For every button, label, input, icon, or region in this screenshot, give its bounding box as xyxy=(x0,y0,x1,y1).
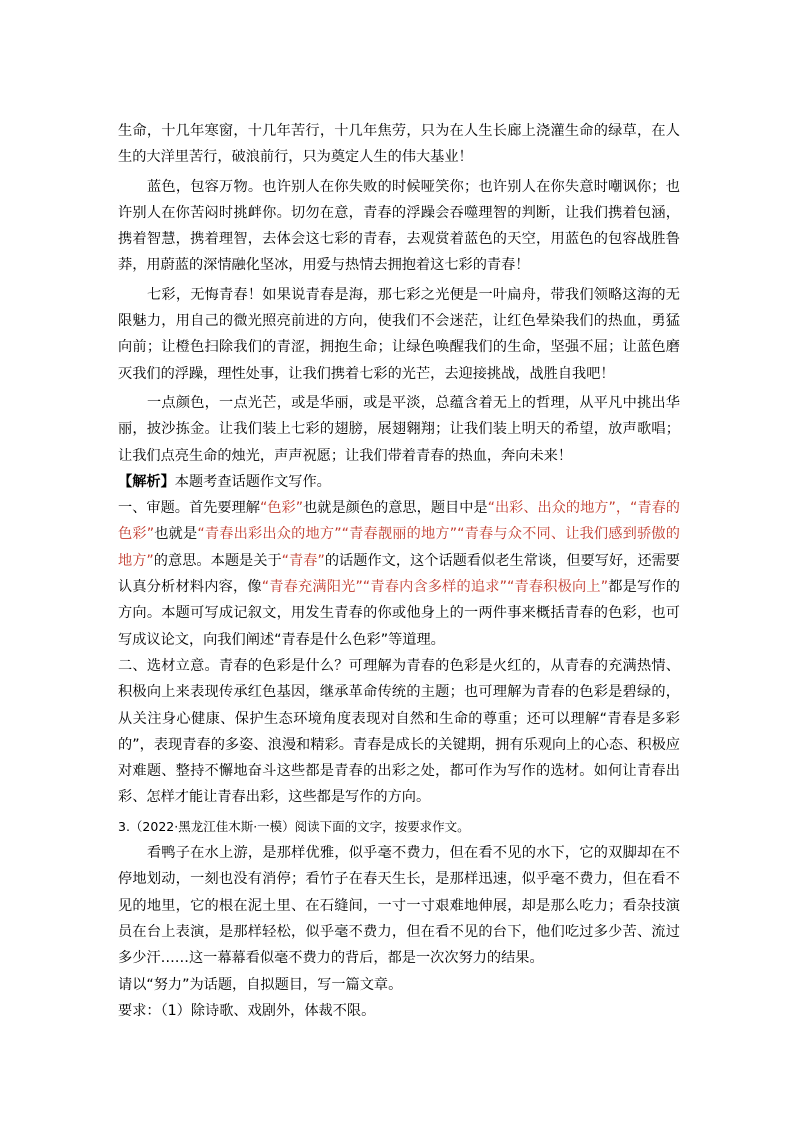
question-3-material: 看鸭子在水上游，是那样优雅，似乎毫不费力，但在看不见的水下，它的双脚却在不停地划动，一刻也没有消停；看竹子在春天生长，是那样迅速，似乎毫不费力，但在看不见的地里，它的根在泥土里、在石缝间，一寸一寸艰难地伸展，却是那么吃力；看杂技演员在台上表演，是那样轻松，似乎毫不费力，但在看不见的台下，他们吃过多少苦、流过多少汗……这一幕幕看似毫不费力的背后，都是一次次努力的结果。 xyxy=(118,845,680,967)
analysis-section-2: 二、选材立意。青春的色彩是什么？可理解为青春的色彩是火红的，从青春的充满热情、积极向上来表现传承红色基因，继承革命传统的主题；也可理解为青春的色彩是碧绿的，从关注身心健康、保护生态环境角度表现对自然和生命的尊重；还可以理解“青春是多彩的”，表现青春的多姿、浪漫和精彩。青春是成长的关键期，拥有乐观向上的心态、积极应对难题、整持不懈地奋斗这些都是青春的出彩之处，都可作为写作的选材。如何让青春出彩、怎样才能让青春出彩，这些都是写作的方向。 xyxy=(118,657,680,806)
essay-paragraph-4: 一点颜色，一点光芒，或是华丽，或是平淡，总蕴含着无上的哲理，从平凡中挑出华丽，披沙拣金。让我们装上七彩的翅膀，展翅翱翔；让我们装上明天的希望，放声歌唱；让我们点亮生命的烛光，声声祝愿；让我们带着青春的热血，奔向未来！ xyxy=(118,394,680,464)
analysis-label: 【解析】 xyxy=(118,473,175,490)
s1-text-a: 一、审题。首先要理解 xyxy=(118,500,260,517)
essay-paragraph-1: 生命，十几年寒窗，十几年苦行，十几年焦劳，只为在人生长廊上浇灌生命的绿草，在人生的大洋里苦行，破浪前行，只为奠定人生的伟大基业！ xyxy=(118,123,680,166)
s1-text-b: 也就是颜色的意思，题目中是 xyxy=(303,500,488,517)
question-3-prompt: 请以“努力”为话题，自拟题目，写一篇文章。 xyxy=(118,976,403,993)
analysis-intro: 本题考查话题作文写作。 xyxy=(174,473,331,490)
s1-quote-3: “青春出彩出众的地方”“青春靓丽的地方”“青春与众不同、让我们感到骄傲的地方” xyxy=(118,526,680,569)
s1-text-e: 的话题作文，这个话题看似老生常谈，但要写好，还需要认真分析材料内容，像 xyxy=(118,552,680,596)
essay-paragraph-2: 蓝色，包容万物。也许别人在你失败的时候哑笑你；也许别人在你失意时嘲讽你；也许别人在你苦闷时挑衅你。切勿在意，青春的浮躁会吞噬理智的判断，让我们携着包涵，携着智慧，携着理智，去体会这七彩的青春，去观赏着蓝色的天空，用蓝色的包容战胜鲁莽，用蔚蓝的深情融化坚冰，用爱与热情去拥抱着这七彩的青春！ xyxy=(118,178,680,274)
s1-quote-2: “出彩、出众的地方”，“青春的色彩” xyxy=(118,500,680,543)
analysis-section-1 xyxy=(118,495,680,653)
analysis-heading xyxy=(118,469,680,495)
document-page xyxy=(118,118,680,1024)
s1-quote-1: “色彩” xyxy=(259,500,304,517)
question-3-requirement: 要求：（1）除诗歌、戏剧外，体裁不限。 xyxy=(118,1002,376,1019)
s1-text-f: 都是写作的方向。本题可写成记叙文，用发生青春的你或他身上的一两件事来概括青春的色彩，也可写成议论文，向我们阐述“青春是什么色彩”等道理。 xyxy=(118,579,680,648)
essay-paragraph-3: 七彩，无悔青春！如果说青春是海，那七彩之光便是一叶扁舟，带我们领略这海的无限魅力，用自己的微光照亮前进的方向，使我们不会迷茫，让红色晕染我们的热血，勇猛向前；让橙色扫除我们的青涩，拥抱生命；让绿色唤醒我们的生命，坚强不屈；让蓝色磨灭我们的浮躁，理性处事，让我们携着七彩的光芒，去迎接挑战，战胜自我吧！ xyxy=(118,286,680,382)
s1-text-c: 也就是 xyxy=(154,526,198,543)
s1-quote-4: “青春” xyxy=(281,552,325,569)
question-3-header: 3.（2022·黑龙江佳木斯·一模）阅读下面的文字，按要求作文。 xyxy=(118,818,470,834)
s1-text-d: 的意思。本题是关于 xyxy=(153,552,282,569)
s1-quote-5: “青春充满阳光”“青春内含多样的追求”“青春积极向上” xyxy=(261,579,609,596)
